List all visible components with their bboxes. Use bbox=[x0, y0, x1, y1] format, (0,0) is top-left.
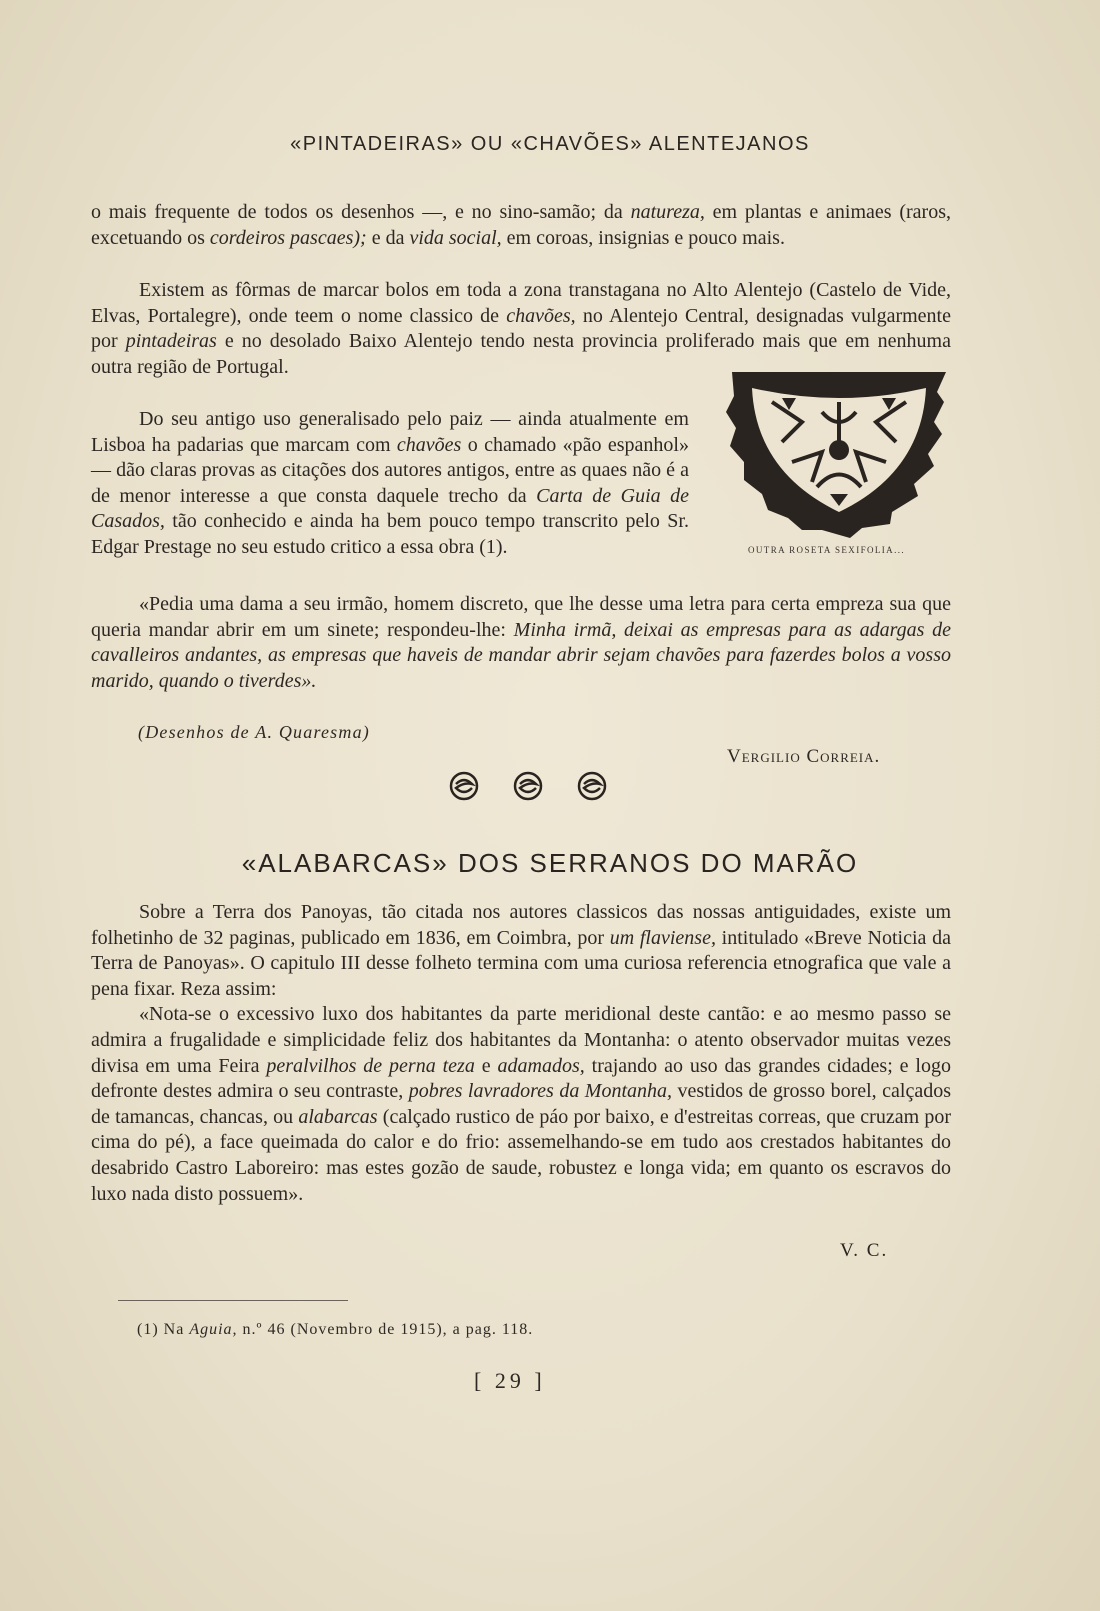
article-body-1 bbox=[91, 200, 951, 251]
running-head: «PINTADEIRAS» OU «CHAVÕES» ALENTEJANOS bbox=[290, 133, 810, 155]
paragraph-2: Existem as fôrmas de marcar bolos em toda a zona transtagana no Alto Alentejo (Castelo de Vide, Elvas, Portalegre), onde teem o nome classico de chavões, no Alentejo Central, designadas vulgarmente por pintadeiras e no desolado Baixo Alentejo tendo nesta provincia proliferado mais que em nenhuma outra região de Portugal. bbox=[91, 279, 951, 378]
section-title: «ALABARCAS» DOS SERRANOS DO MARÃO bbox=[241, 848, 859, 878]
article-body-4 bbox=[91, 592, 951, 694]
author-initials: V. C. bbox=[840, 1240, 889, 1261]
fleuron-icon bbox=[512, 770, 544, 802]
article-body-3 bbox=[91, 407, 689, 561]
paragraph-6: «Nota-se o excessivo luxo dos habitantes da parte meridional deste cantão: e ao mesmo passo se admira a frugalidade e simplicidade feliz dos habitantes da Montanha: o atento observador muitas vezes divisa em uma Feira peralvilhos de perna teza e adamados, trajando ao uso das grandes cidades; e logo defronte destes admira o seu contraste, pobres lavradores da Montanha, vestidos de grosso borel, calçados de tamancas, chancas, ou alabarcas (calçado rustico de páo por baixo, e d'estreitas correas, que cruzam por cima do pé), a face queimada do calor e do frio: assemelhando-se em tudo aos crestados habitantes do desabrido Castro Laboreiro: mas estes gozão de saude, robustez e longa vida; em quanto os escravos do luxo nada disto possuem». bbox=[91, 1003, 951, 1205]
fleuron-icon bbox=[576, 770, 608, 802]
section-ornaments bbox=[448, 770, 608, 806]
illustration-credit: (Desenhos de A. Quaresma) bbox=[138, 722, 370, 742]
footnote-rule bbox=[118, 1300, 348, 1301]
paragraph-1: o mais frequente de todos os desenhos —, e no sino-samão; da natureza, em plantas e animaes (raros, excetuando os cordeiros pascaes); e da vida social, em coroas, insignias e pouco mais. bbox=[91, 201, 951, 249]
paragraph-5: Sobre a Terra dos Panoyas, tão citada nos autores classicos das nossas antiguidades, existe um folhetinho de 32 paginas, publicado em 1836, em Coimbra, por um flaviense, intitulado «Breve Noticia da Terra de Panoyas». O capitulo III desse folheto termina com uma curiosa referencia etnografica que vale a pena fixar. Reza assim: bbox=[91, 901, 951, 1000]
paragraph-3: Do seu antigo uso generalisado pelo paiz — ainda atualmente em Lisboa ha padarias que marcam com chavões o chamado «pão espanhol» — dão claras provas as citações dos autores antigos, entre as quaes não é a de menor interesse a que consta daquele trecho da Carta de Guia de Casados, tão conhecido e ainda ha bem pouco tempo transcrito pelo Sr. Edgar Prestage no seu estudo critico a essa obra (1). bbox=[91, 408, 689, 558]
paragraph-4: «Pedia uma dama a seu irmão, homem discreto, que lhe desse uma letra para certa empreza sua que queria mandar abrir em um sinete; respondeu-lhe: Minha irmã, deixai as empresas para as adargas de cavalleiros andantes, as empresas que haveis de mandar abrir sejam chavões para fazerdes bolos a vosso marido, quando o tiverdes». bbox=[91, 593, 951, 692]
article-body-5 bbox=[91, 900, 951, 1207]
page-number: [ 29 ] bbox=[474, 1368, 546, 1393]
figure-caption: OUTRA ROSETA SEXIFOLIA... bbox=[748, 545, 906, 555]
fleuron-icon bbox=[448, 770, 480, 802]
rosette-stamp-icon bbox=[722, 362, 956, 540]
footnote: (1) Na Aguia, n.º 46 (Novembro de 1915), a pag. 118. bbox=[137, 1321, 534, 1338]
author-signature: Vergilio Correia. bbox=[727, 746, 881, 767]
